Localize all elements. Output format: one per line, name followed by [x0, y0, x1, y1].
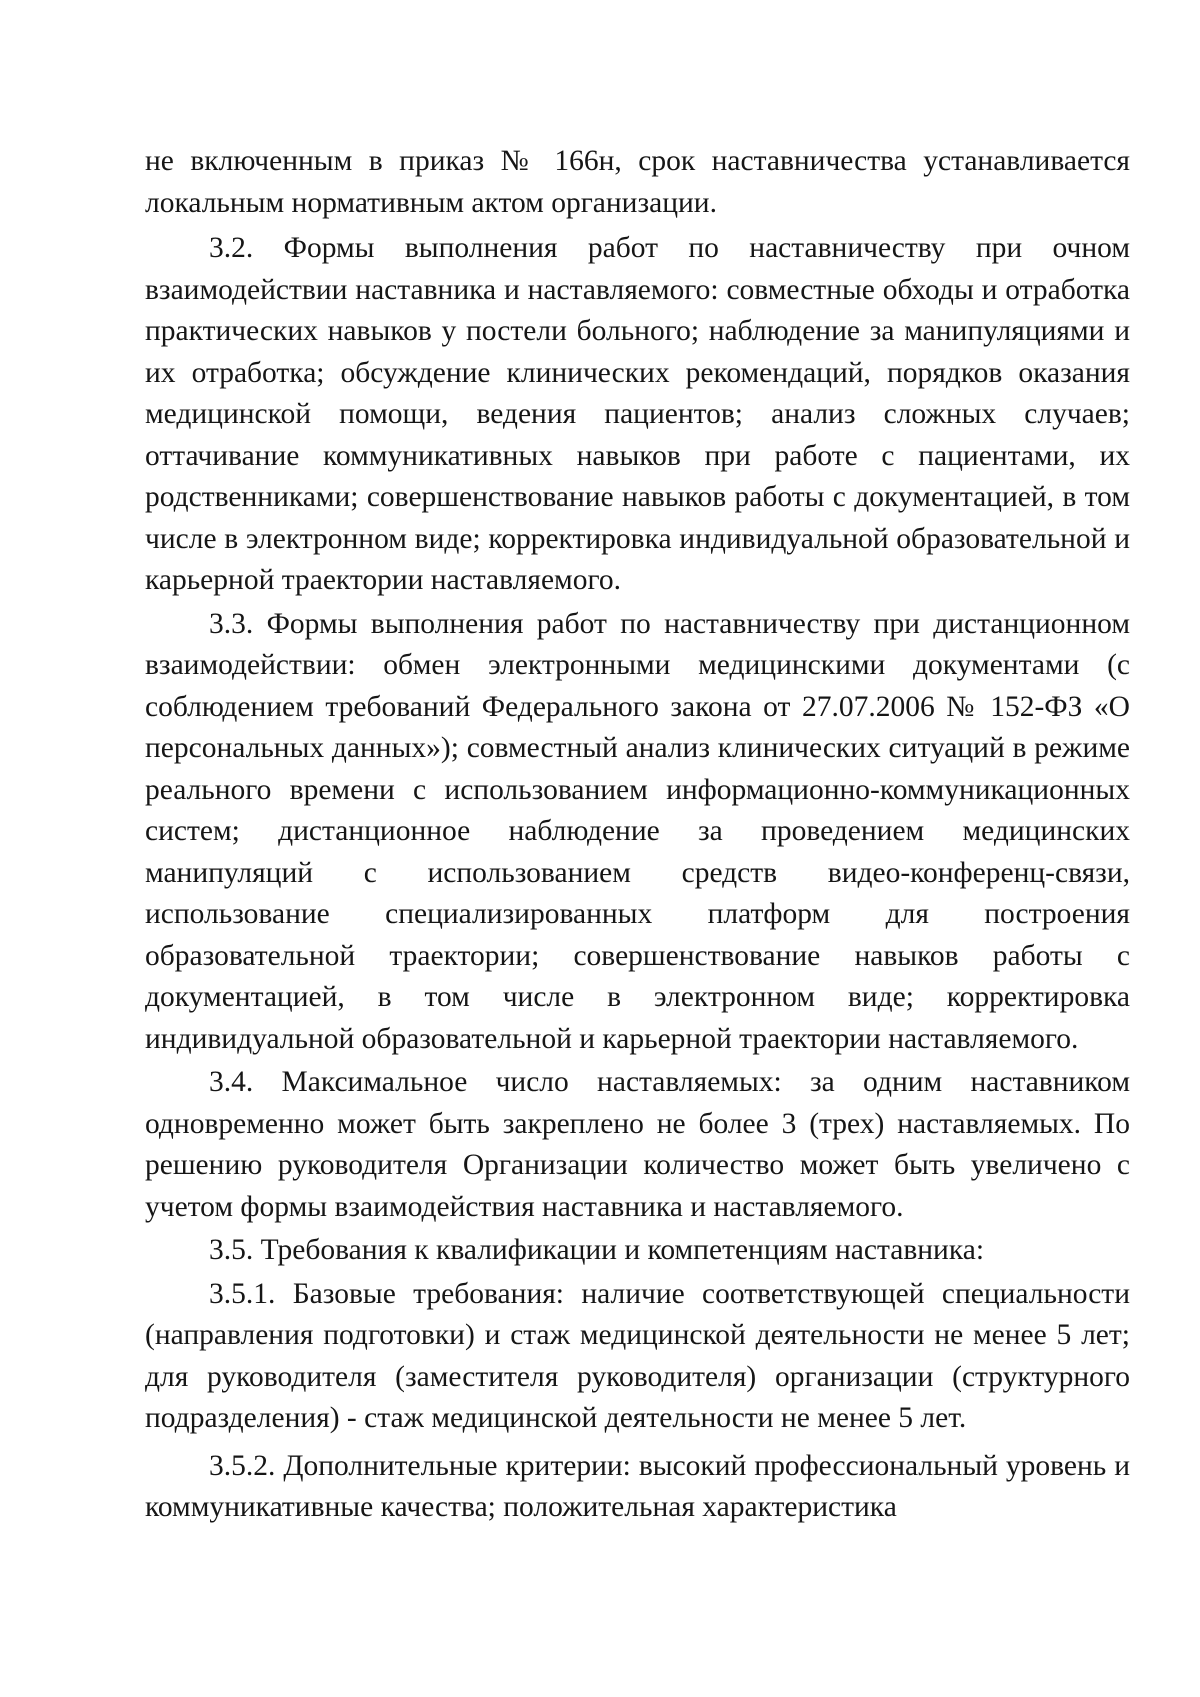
paragraph-3-2: 3.2. Формы выполнения работ по наставничеству при очном взаимодействии наставника и наставляемого: совместные обходы и отработка практических навыков у постели больного; наблюдение за манипуляциями и их отработка; обсуждение клинических рекомендаций, порядков оказания медицинской помощи, ведения пациентов; анализ сложных случаев; оттачивание коммуникативных навыков при работе с пациентами, их родственниками; совершенствование навыков работы с документацией, в том числе в электронном виде; корректировка индивидуальной образовательной и карьерной траектории наставляемого. — [145, 232, 1130, 596]
paragraph-3-5: 3.5. Требования к квалификации и компетенциям наставника: — [209, 1234, 985, 1266]
paragraph-continuation: не включенным в приказ № 166н, срок наставничества устанавливается локальным нормативным актом организации. — [145, 145, 1130, 219]
paragraph-3-5-2: 3.5.2. Дополнительные критерии: высокий профессиональный уровень и коммуникативные качества; положительная характеристика — [145, 1449, 1130, 1523]
paragraph-3-4: 3.4. Максимальное число наставляемых: за одним наставником одновременно может быть закреплено не более 3 (трех) наставляемых. По решению руководителя Организации количество может быть увеличено с учетом формы взаимодействия наставника и наставляемого. — [145, 1066, 1130, 1223]
document-body — [145, 141, 1130, 1529]
paragraph-3-5-1: 3.5.1. Базовые требования: наличие соответствующей специальности (направления подготовки) и стаж медицинской деятельности не менее 5 лет; для руководителя (заместителя руководителя) организации (структурного подразделения) - стаж медицинской деятельности не менее 5 лет. — [145, 1277, 1130, 1434]
paragraph-3-3: 3.3. Формы выполнения работ по наставничеству при дистанционном взаимодействии: обмен электронными медицинскими документами (с соблюдением требований Федерального закона от 27.07.2006 № 152-ФЗ «О персональных данных»); совместный анализ клинических ситуаций в режиме реального времени с использованием информационно-коммуникационных систем; дистанционное наблюдение за проведением медицинских манипуляций с использованием средств видео-конференц-связи, использование специализированных платформ для построения образовательной траектории; совершенствование навыков работы с документацией, в том числе в электронном виде; корректировка индивидуальной образовательной и карьерной траектории наставляемого. — [145, 607, 1130, 1055]
